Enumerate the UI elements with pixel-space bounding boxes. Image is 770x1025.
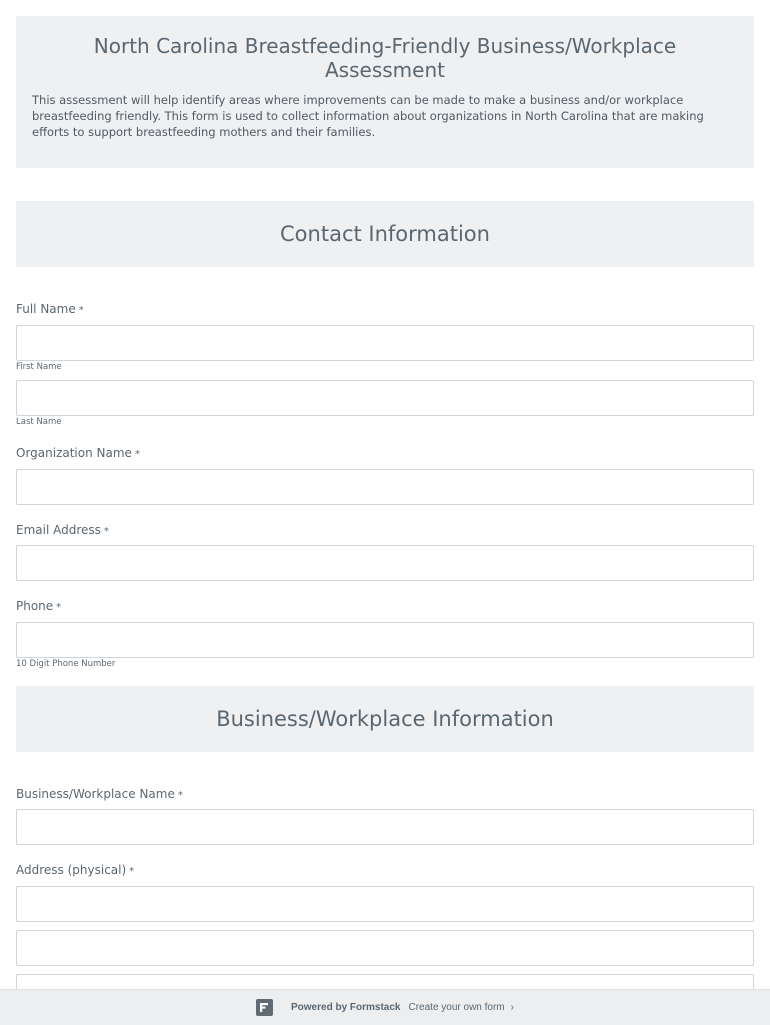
required-marker: *	[103, 526, 109, 537]
section-title-business: Business/Workplace Information	[216, 707, 554, 731]
create-your-own-form-link[interactable]	[408, 1002, 514, 1013]
section-title-contact: Contact Information	[280, 222, 490, 246]
phone-label: Phone *	[16, 599, 62, 613]
full-name-label: Full Name *	[16, 302, 84, 316]
powered-by-text[interactable]: Powered by Formstack	[291, 1002, 401, 1013]
email-address-label: Email Address *	[16, 523, 109, 537]
formstack-footer	[0, 989, 770, 1025]
address-line2-input[interactable]	[16, 930, 754, 966]
organization-name-label: Organization Name *	[16, 446, 140, 460]
required-marker: *	[78, 305, 84, 316]
form-description: This assessment will help identify areas where improvements can be made to make a business and/or workplace breastfeeding friendly. This form is used to collect information about organizations in North Carolina that are making efforts to support breastfeeding mothers and their families.	[32, 93, 704, 139]
form-title: North Carolina Breastfeeding-Friendly Business/Workplace Assessment	[93, 34, 677, 82]
section-header-business	[16, 686, 754, 752]
address-line1-input[interactable]	[16, 886, 754, 922]
first-name-sublabel: First Name	[16, 362, 62, 372]
phone-input[interactable]	[16, 622, 754, 658]
form-container	[16, 16, 754, 877]
required-marker: *	[134, 449, 140, 460]
business-name-input[interactable]	[16, 809, 754, 845]
last-name-input[interactable]	[16, 380, 754, 416]
required-marker: *	[56, 602, 62, 613]
email-address-input[interactable]	[16, 545, 754, 581]
last-name-sublabel: Last Name	[16, 417, 62, 427]
address-label: Address (physical) *	[16, 863, 135, 877]
create-your-own-form-label: Create your own form	[408, 1002, 505, 1013]
chevron-right-icon: ›	[510, 1002, 514, 1013]
business-name-label: Business/Workplace Name *	[16, 787, 183, 801]
form-intro-panel	[16, 16, 754, 168]
formstack-logo-icon[interactable]	[256, 999, 273, 1016]
required-marker: *	[129, 866, 135, 877]
first-name-input[interactable]	[16, 325, 754, 361]
formstack-logo-glyph	[259, 1002, 270, 1013]
required-marker: *	[177, 790, 183, 801]
phone-sublabel: 10 Digit Phone Number	[16, 659, 116, 669]
organization-name-input[interactable]	[16, 469, 754, 505]
section-header-contact	[16, 201, 754, 267]
